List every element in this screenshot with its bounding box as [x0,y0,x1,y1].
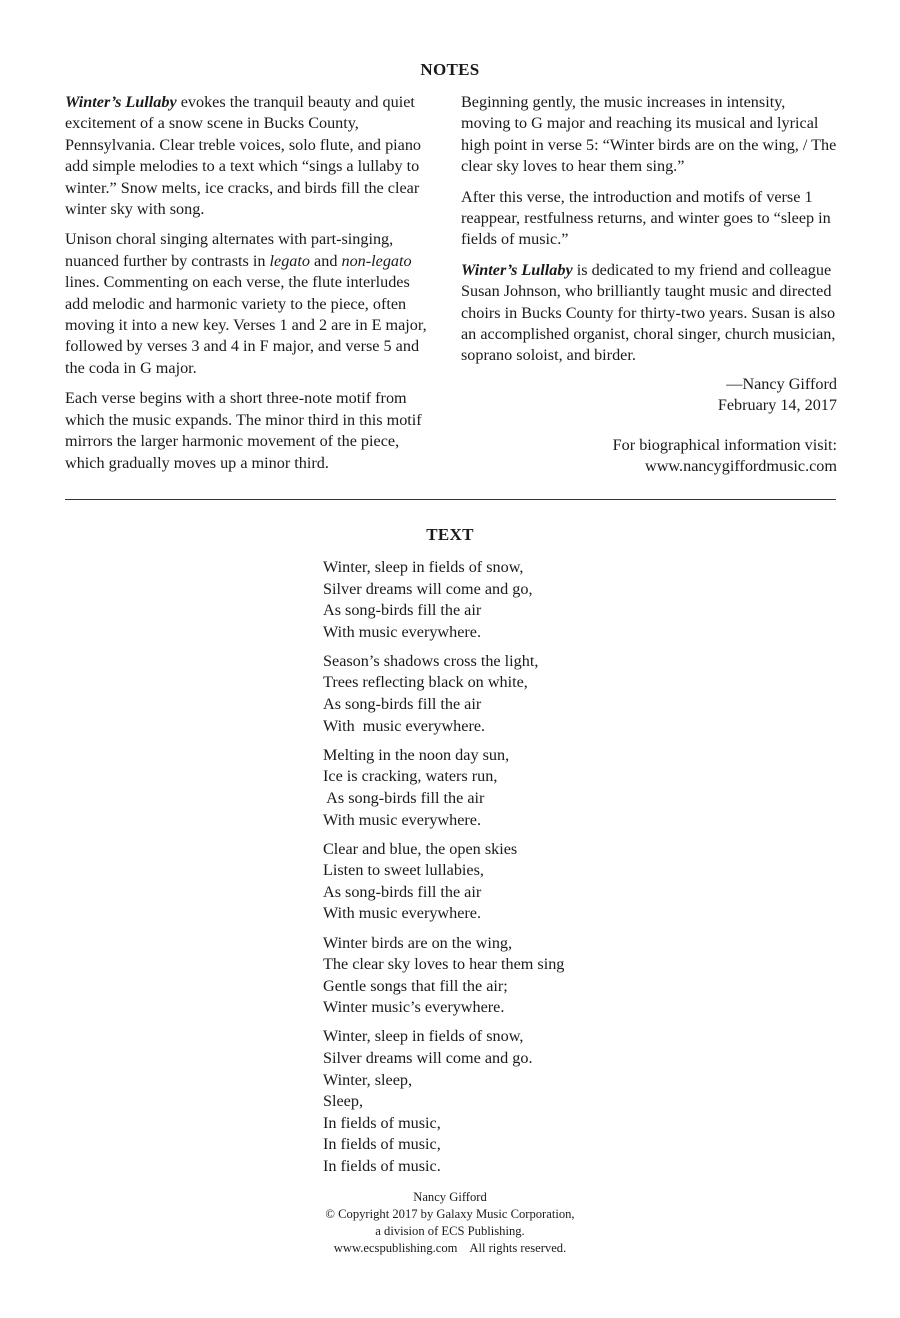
non-legato-term: non-legato [341,251,412,270]
lyric-line: As song-birds fill the air [323,695,482,714]
lyric-line: As song-birds fill the air [323,788,485,807]
work-title: Winter’s Lullaby [461,260,573,279]
section-divider [65,499,836,500]
lyric-line: Clear and blue, the open skies [323,839,518,858]
notes-paragraph: Each verse begins with a short three-note motif from which the music expands. The minor third in this motif mirrors the larger harmonic movement of the piece, which gradually moves up a minor third. [65,389,422,472]
legato-term: legato [269,251,310,270]
lyric-line: Winter music’s everywhere. [323,998,505,1017]
footer-copyright: © Copyright 2017 by Galaxy Music Corporation, [325,1207,575,1221]
lyric-line: Sleep, [323,1092,364,1111]
lyric-line: In fields of music. [323,1156,441,1175]
lyric-line: Trees reflecting black on white, [323,673,528,692]
bio-info [461,435,837,478]
stanza [323,745,643,831]
lyric-line: As song-birds fill the air [323,882,482,901]
lyric-line: Season’s shadows cross the light, [323,651,539,670]
notes-text: is dedicated to my friend and colleague Susan Johnson, who brilliantly taught music and directed choirs in Bucks County for thirty-two years. Susan is also an accomplished organist, choral singer, church musician, soprano soloist, and birder. [461,260,836,365]
notes-paragraph [461,260,837,367]
notes-paragraph: Beginning gently, the music increases in intensity, moving to G major and reaching its musical and lyrical high point in verse 5: “Winter birds are on the wing, / The clear sky loves to hear them sing.” [461,93,837,176]
stanza [323,1026,643,1177]
lyric-line: Silver dreams will come and go, [323,579,533,598]
lyric-line: Ice is cracking, waters run, [323,767,498,786]
lyric-line: In fields of music, [323,1135,441,1154]
notes-text: lines. Commenting on each verse, the flute interludes add melodic and harmonic variety to the piece, often moving it into a new key. Verses 1 and 2 are in E major, followed by verses 3 and 4 in F major, and verse 5 and the coda in G major. [65,273,427,377]
notes-paragraph [65,92,435,220]
lyric-line: Winter, sleep in fields of snow, [323,558,524,576]
lyric-line: With music everywhere. [323,810,482,829]
notes-paragraph: After this verse, the introduction and motifs of verse 1 reappear, restfulness returns, and winter goes to “sleep in fields of music.” [461,187,831,249]
lyric-line: Gentle songs that fill the air; [323,976,508,995]
lyric-line: Listen to sweet lullabies, [323,861,484,880]
lyric-line: Winter birds are on the wing, [323,933,513,952]
copyright-footer [0,1189,900,1257]
footer-website: www.ecspublishing.com All rights reserved. [333,1241,567,1255]
signature [461,374,837,417]
bio-url: www.nancygiffordmusic.com [645,457,837,476]
notes-right-column [461,92,837,487]
stanza [323,651,643,737]
lyric-line: Winter, sleep, [323,1070,413,1089]
signature-date: February 14, 2017 [717,396,837,415]
lyric-line: In fields of music, [323,1113,441,1132]
lyric-line: As song-birds fill the air [323,601,482,620]
signature-name: —Nancy Gifford [726,374,837,393]
stanza [323,933,643,1019]
notes-text: evokes the tranquil beauty and quiet excitement of a snow scene in Bucks County, Pennsylvania. Clear treble voices, solo flute, and piano add simple melodies to a text which “sings a lullaby to winter.” Snow melts, ice cracks, and birds fill the clear winter sky with song. [65,93,422,219]
notes-text: Unison choral singing alternates with part-singing, nuanced further by contrasts in [65,230,394,270]
lyric-line: With music everywhere. [323,716,486,735]
lyric-line: With music everywhere. [323,904,482,923]
notes-left-column [65,92,435,483]
work-title: Winter’s Lullaby [65,93,177,111]
lyric-line: Winter, sleep in fields of snow, [323,1027,524,1046]
lyric-line: The clear sky loves to hear them sing [323,955,565,974]
lyric-line: With music everywhere. [323,622,482,641]
lyric-line: Melting in the noon day sun, [323,745,510,764]
notes-heading: NOTES [420,60,480,79]
stanza [323,557,643,643]
footer-composer: Nancy Gifford [413,1190,487,1204]
stanza [323,839,643,925]
notes-paragraph [65,229,435,379]
text-heading: TEXT [426,525,474,544]
footer-division: a division of ECS Publishing. [375,1224,525,1238]
bio-label: For biographical information visit: [612,435,837,454]
lyrics [323,557,643,1185]
notes-text: and [310,251,342,270]
lyric-line: Silver dreams will come and go. [323,1048,533,1067]
